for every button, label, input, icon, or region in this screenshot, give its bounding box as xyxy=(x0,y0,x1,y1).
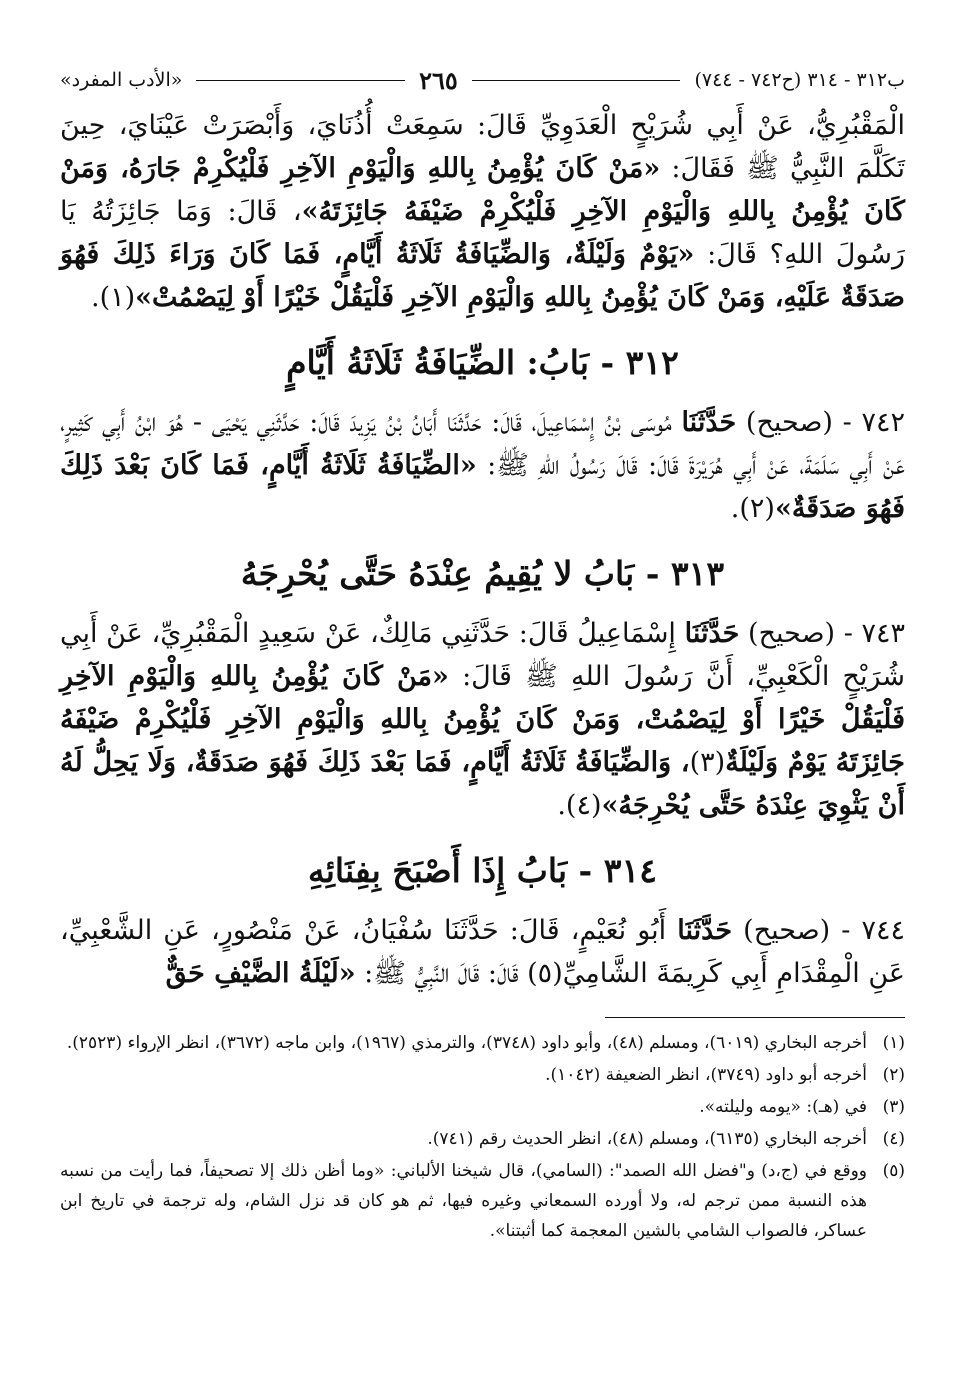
hadith-number: ٧٤٢ - (صحيح) xyxy=(736,407,906,438)
footnote-number: (٥) xyxy=(882,1161,905,1181)
header-rule xyxy=(472,80,681,81)
intro-paragraph xyxy=(60,104,905,319)
chapter-title-313: ٣١٣ - بَابُ لا يُقِيمُ عِنْدَهُ حَتَّى يُحْرِجَهُ xyxy=(240,554,725,593)
chapter-title-314: ٣١٤ - بَابُ إِذَا أَصْبَحَ بِفِنَائِهِ xyxy=(308,851,657,890)
hadith-text: قَالَ: قَالَ النَّبِيُّ ﷺ: xyxy=(355,958,528,989)
footnote-ref: (٤). xyxy=(557,790,602,821)
footnote-number: (٣) xyxy=(882,1097,905,1117)
footnote-ref: (٣) xyxy=(689,747,726,778)
chapter-title-312: ٣١٢ - بَابُ: الضِّيَافَةُ ثَلَاثَةُ أَيَّامٍ xyxy=(286,343,679,382)
haddathana: حَدَّثَنَا xyxy=(684,618,740,649)
book-page xyxy=(60,60,905,1248)
footnote-ref: (٥) xyxy=(527,958,563,989)
hadith-742 xyxy=(60,401,905,530)
book-title: «الأدب المفرد» xyxy=(60,69,183,91)
hadith-quote: «لَيْلَةُ الضَّيْفِ حَقٌّ xyxy=(165,958,356,989)
hadith-744 xyxy=(60,909,905,995)
footnote-5 xyxy=(60,1156,905,1246)
hadith-text: مُوسَى بْنُ إِسْمَاعِيلَ، قَالَ: حَدَّثَنَا أَبَانُ بْنُ يَزِيدَ قَالَ: حَدَّثَنِي يَحْيَى - هُوَ ابْنُ أَبِي كَثِيرٍ، عَنْ أَبِي سَلَمَةَ، عَنْ أَبِي هُرَيْرَةَ قَالَ: قَالَ رَسُولُ اللهِ ﷺ: xyxy=(60,407,905,481)
hadith-text: أَبُو نُعَيْمٍ، قَالَ: حَدَّثَنَا سُفْيَانُ، عَنْ مَنْصُورٍ، عَنِ الشَّعْبِيِّ، عَنِ الْمِقْدَامِ أَبِي كَرِيمَةَ الشَّامِيِّ xyxy=(60,915,905,989)
haddathana: حَدَّثَنَا xyxy=(681,407,737,438)
page-number: ٢٦٥ xyxy=(419,65,458,95)
hadith-number: ٧٤٣ - (صحيح) xyxy=(739,618,906,649)
footnote-separator xyxy=(605,1017,905,1018)
footnote-ref: (١). xyxy=(90,282,136,313)
intro-text: الْمَقْبُرِيُّ، عَنْ أَبِي شُرَيْحٍ الْعَدَوِيِّ قَالَ: سَمِعَتْ أُذُنَايَ، وَأَبْصَرَتْ عَيْنَايَ، حِينَ تَكَلَّمَ النَّبِيُّ ﷺ فَقَالَ: xyxy=(60,110,905,184)
hadith-743 xyxy=(60,612,905,827)
page-header xyxy=(60,60,905,100)
footnote-number: (١) xyxy=(882,1033,905,1053)
hadith-quote: «الضِّيَافَةُ ثَلَاثَةُ أَيَّامٍ، فَمَا كَانَ بَعْدَ ذَلِكَ فَهُوَ صَدَقَةٌ» xyxy=(60,450,905,524)
intro-quote: «يَوْمٌ وَلَيْلَةٌ، وَالضِّيَافَةُ ثَلَاثَةُ أَيَّامٍ، فَمَا كَانَ وَرَاءَ ذَلِكَ فَهُوَ صَدَقَةٌ عَلَيْهِ، وَمَنْ كَانَ يُؤْمِنُ بِاللهِ وَالْيَوْمِ الآخِرِ فَلْيَقُلْ خَيْرًا أَوْ لِيَصْمُتْ» xyxy=(60,239,905,313)
header-rule xyxy=(196,80,405,81)
footnote-text: أخرجه البخاري (٦١٣٥)، ومسلم (٤٨)، انظر الحديث رقم (٧٤١). xyxy=(427,1129,867,1149)
footnote-ref: (٢). xyxy=(730,493,775,524)
footnote-text: في (هـ): «يومه وليلته». xyxy=(699,1097,867,1117)
intro-quote: «مَنْ كَانَ يُؤْمِنُ بِاللهِ وَالْيَوْمِ الآخِرِ فَلْيُكْرِمْ جَارَهُ، وَمَنْ كَانَ يُؤْمِنُ بِاللهِ وَالْيَوْمِ الآخِرِ فَلْيُكْرِمْ ضَيْفَهُ جَائِزَتَهُ» xyxy=(60,153,905,227)
footnote-4 xyxy=(60,1124,905,1154)
footnote-text: أخرجه البخاري (٦٠١٩)، ومسلم (٤٨)، وأبو داود (٣٧٤٨)، والترمذي (١٩٦٧)، وابن ماجه (٣٦٧٢)، انظر الإرواء (٢٥٢٣). xyxy=(66,1033,867,1053)
footnote-number: (٢) xyxy=(882,1065,905,1085)
footnote-2 xyxy=(60,1060,905,1090)
footnote-3 xyxy=(60,1092,905,1122)
haddathana: حَدَّثَنَا xyxy=(677,915,733,946)
footnote-number: (٤) xyxy=(882,1129,905,1149)
footnote-text: ووقع في (ج،د) و"فضل الله الصمد": (السامي)، قال شيخنا الألباني: «وما أظن ذلك إلا تصحيفاً، فما رأيت من نسبه هذه النسبة ممن ترجم له، ولا أورده السمعاني وغيره فيها، ثم هو كان قد نزل الشام، وله ترجمة في تاريخ ابن عساكر، فالصواب الشامي بالشين المعجمة كما أثبتنا». xyxy=(60,1161,867,1241)
footnote-text: أخرجه أبو داود (٣٧٤٩)، انظر الضعيفة (١٠٤٢). xyxy=(545,1065,867,1085)
intro-text: ، قَالَ: وَمَا جَائِزَتُهُ يَا رَسُولَ اللهِ؟ قَالَ: xyxy=(60,196,905,270)
header-range: ب٣١٢ - ٣١٤ (ح٧٤٢ - ٧٤٤) xyxy=(694,69,905,91)
hadith-quote: ، وَالضِّيَافَةُ ثَلَاثَةُ أَيَّامٍ، فَمَا بَعْدَ ذَلِكَ فَهُوَ صَدَقَةٌ، وَلَا يَحِلُّ لَهُ أَنْ يَثْوِيَ عِنْدَهُ حَتَّى يُحْرِجَهُ» xyxy=(60,747,905,821)
hadith-text: إِسْمَاعِيلُ قَالَ: حَدَّثَنِي مَالِكٌ، عَنْ سَعِيدٍ الْمَقْبُرِيِّ، عَنْ أَبِي شُرَيْحٍ الْكَعْبِيِّ، أَنَّ رَسُولَ اللهِ ﷺ قَالَ: xyxy=(60,618,906,692)
hadith-quote: «مَنْ كَانَ يُؤْمِنُ بِاللهِ وَالْيَوْمِ الآخِرِ فَلْيَقُلْ خَيْرًا أَوْ لِيَصْمُتْ، وَمَنْ كَانَ يُؤْمِنُ بِاللهِ وَالْيَوْمِ الآخِرِ فَلْيُكْرِمْ ضَيْفَهُ جَائِزَتَهُ يَوْمٌ وَلَيْلَةٌ xyxy=(60,661,905,778)
footnote-1 xyxy=(60,1028,905,1058)
hadith-number: ٧٤٤ - (صحيح) xyxy=(732,915,905,946)
